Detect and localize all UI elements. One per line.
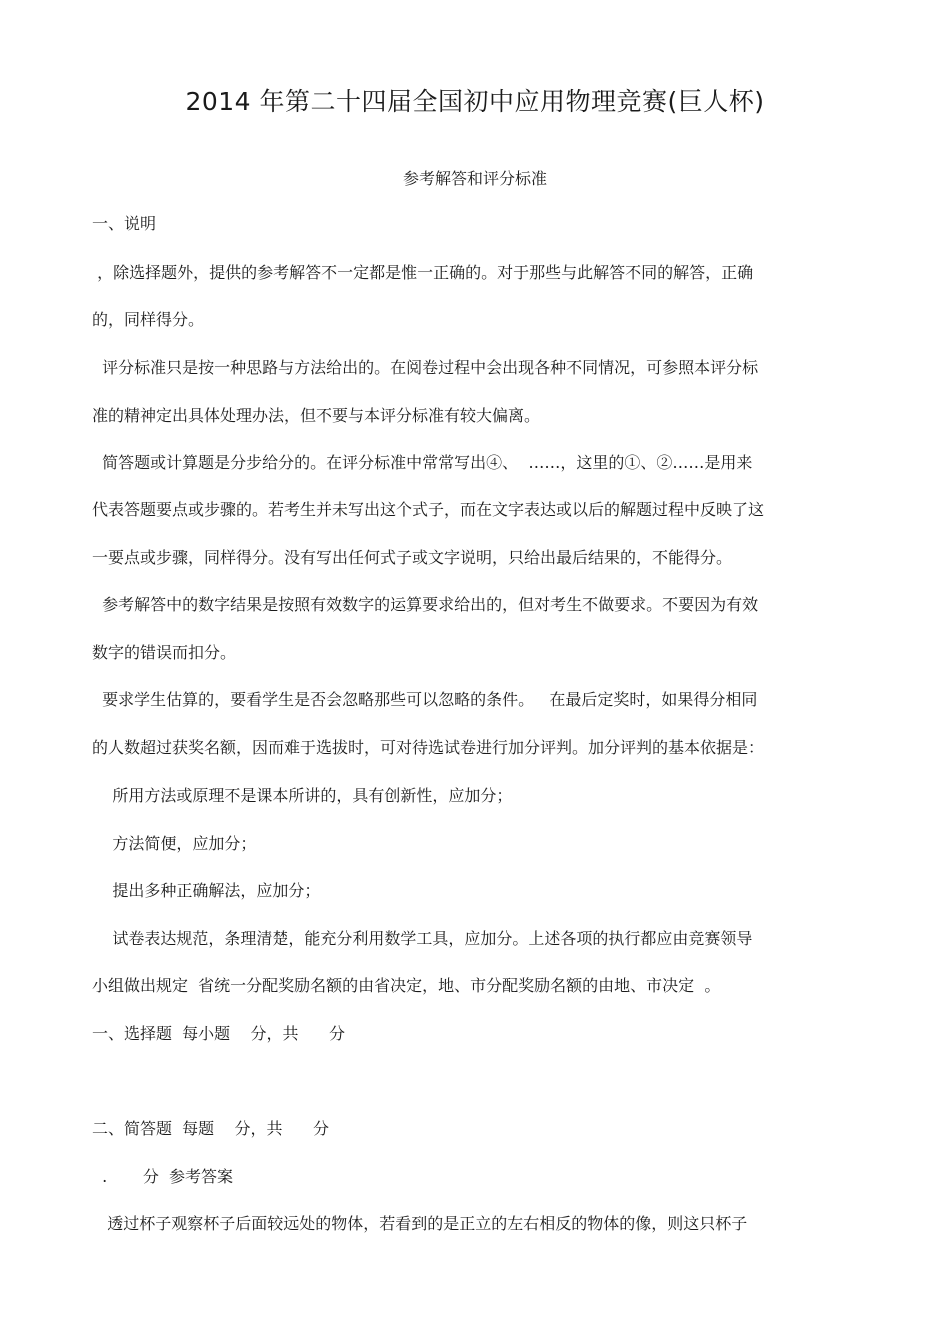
section-heading-explanation: 一、说明 bbox=[92, 214, 157, 233]
paragraph-line: 评分标准只是按一种思路与方法给出的。在阅卷过程中会出现各种不同情况，可参照本评分标 bbox=[92, 358, 759, 377]
criteria-item: 提出多种正确解法，应加分； bbox=[92, 881, 321, 900]
document-title: 2014 年第二十四届全国初中应用物理竞赛(巨人杯) bbox=[185, 87, 765, 116]
paragraph-line: 简答题或计算题是分步给分的。在评分标准中常常写出④、 ……，这里的①、②……是用来 bbox=[92, 453, 753, 472]
paragraph-line: 小组做出规定 省统一分配奖励名额的由省决定，地、市分配奖励名额的由地、市决定 。 bbox=[92, 976, 721, 995]
paragraph-line: 参考解答中的数字结果是按照有效数字的运算要求给出的，但对考生不做要求。不要因为有效 bbox=[92, 595, 759, 614]
paragraph-line: 准的精神定出具体处理办法，但不要与本评分标准有较大偏离。 bbox=[92, 406, 541, 425]
paragraph-line: 的，同样得分。 bbox=[92, 310, 205, 329]
section-heading-short-answer: 二、简答题 每题 分，共 分 bbox=[92, 1119, 330, 1138]
answer-text-line: 透过杯子观察杯子后面较远处的物体，若看到的是正立的左右相反的物体的像，则这只杯子 bbox=[92, 1214, 748, 1233]
question-answer-heading: . 分 参考答案 bbox=[92, 1167, 234, 1186]
paragraph-line: 数字的错误而扣分。 bbox=[92, 643, 237, 662]
criteria-item: 所用方法或原理不是课本所讲的，具有创新性，应加分； bbox=[92, 786, 513, 805]
document-subtitle: 参考解答和评分标准 bbox=[402, 169, 547, 188]
paragraph-line: 代表答题要点或步骤的。若考生并未写出这个式子，而在文字表达或以后的解题过程中反映了这 bbox=[92, 500, 765, 519]
section-heading-choice: 一、选择题 每小题 分，共 分 bbox=[92, 1024, 346, 1043]
paragraph-line: 要求学生估算的，要看学生是否会忽略那些可以忽略的条件。 在最后定奖时，如果得分相同 bbox=[92, 690, 758, 709]
criteria-item: 方法简便，应加分； bbox=[92, 834, 257, 853]
paragraph-line: 一要点或步骤，同样得分。没有写出任何式子或文字说明，只给出最后结果的，不能得分。 bbox=[92, 548, 733, 567]
paragraph-line: 的人数超过获奖名额，因而难于选拔时，可对待选试卷进行加分评判。加分评判的基本依据是： bbox=[92, 738, 765, 757]
paragraph-line: ，除选择题外，提供的参考解答不一定都是惟一正确的。对于那些与此解答不同的解答，正确 bbox=[92, 263, 754, 282]
criteria-item: 试卷表达规范，条理清楚，能充分利用数学工具，应加分。上述各项的执行都应由竞赛领导 bbox=[92, 929, 753, 948]
